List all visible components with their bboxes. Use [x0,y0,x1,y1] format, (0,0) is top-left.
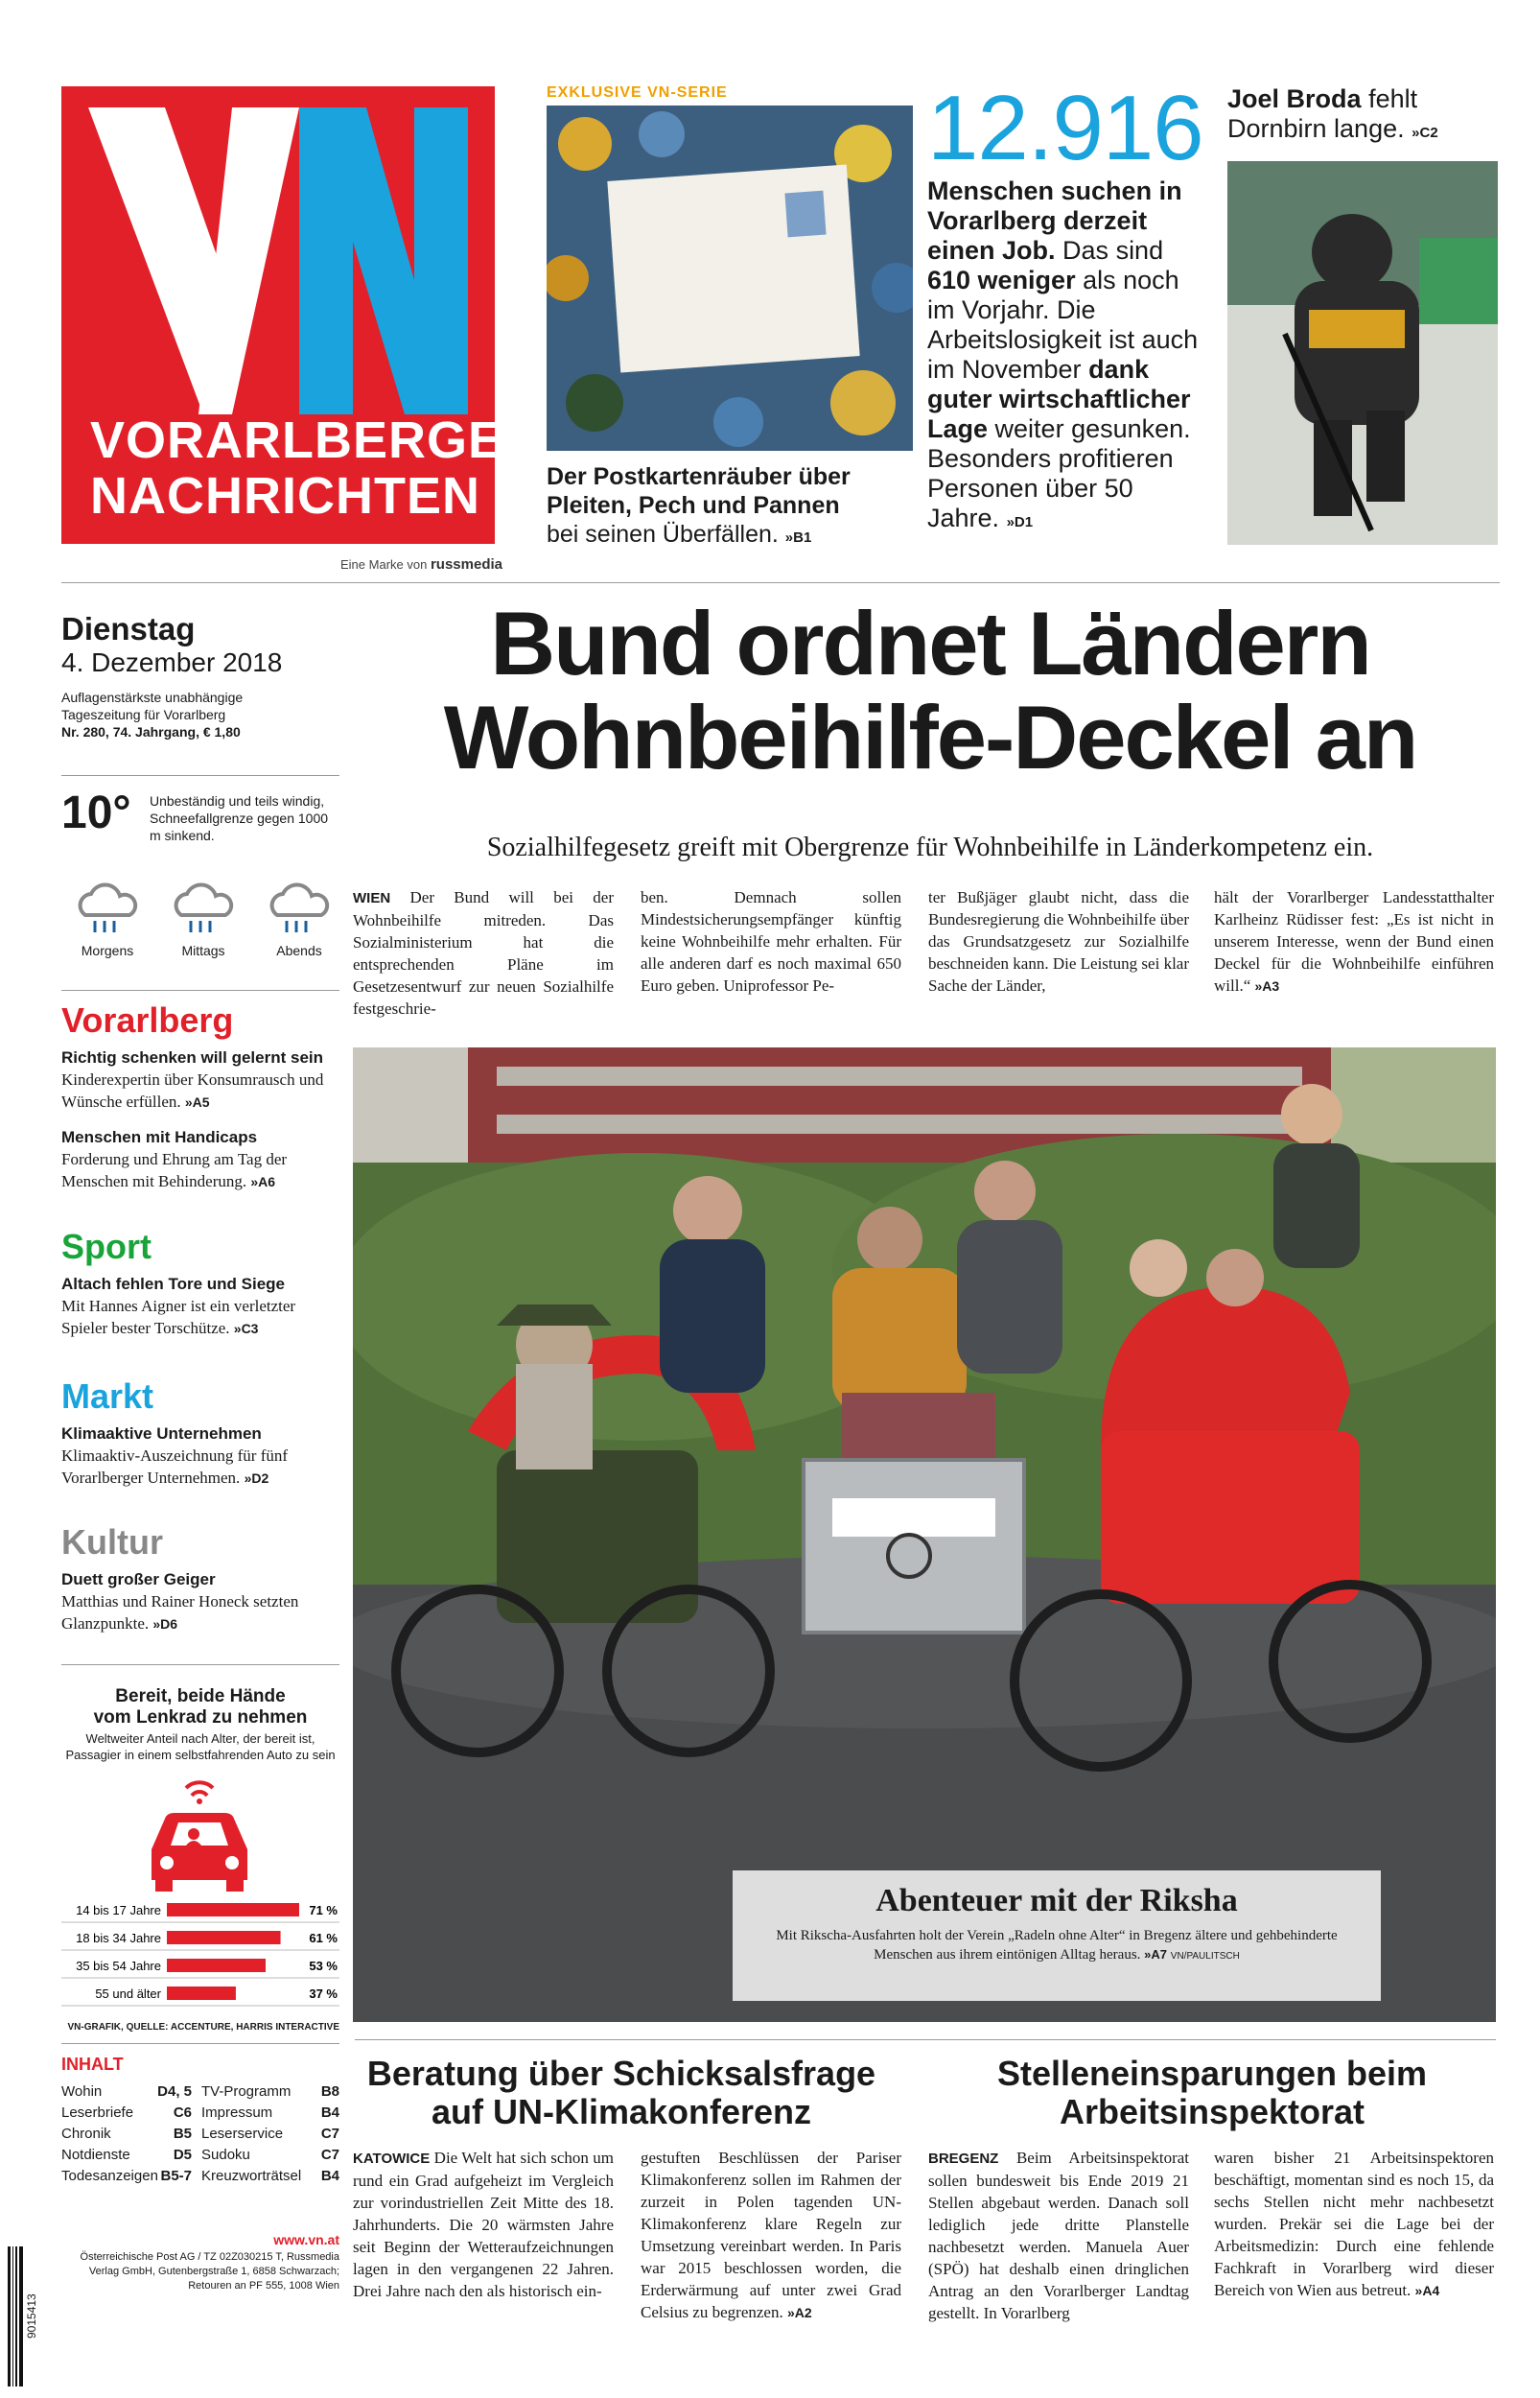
weekday: Dienstag [61,611,196,647]
teaser-item-title: Richtig schenken will gelernt sein [61,1048,324,1067]
barcode-number: 9015413 [25,2293,38,2339]
hockey-title-bold: Joel Broda [1227,84,1362,113]
bar [167,1903,299,1916]
main-col-text: ben. Demnach sollen Mindestsicherungsempfänger künftig keine Wohnbeihilfe mehr erhalten. Für alle anderen darf es noch maximal 650 Euro geben. Uniprofessor Pe- [641,888,901,995]
toc-item[interactable] [61,2083,192,2104]
main-headline[interactable] [355,593,1505,788]
imprint-url[interactable]: www.vn.at [273,2232,339,2247]
toc-key: Sudoku [201,2147,250,2163]
jobs-text-normal3: weiter gesunken. Besonders profitieren Personen über 50 Jahre. [927,414,1191,532]
bar [167,1987,236,2000]
toc-item[interactable] [61,2168,192,2189]
toc-key: Impressum [201,2104,273,2121]
postcard-kicker: EXKLUSIVE VN-SERIE [547,84,728,101]
infographic-sub: Weltweiter Anteil nach Alter, der bereit ist, Passagier in einem selbstfahrenden Auto zu sein [65,1731,336,1762]
main-col-1 [353,886,614,1020]
climate-ref[interactable]: »A2 [786,2305,812,2320]
car-icon [132,1775,267,1899]
postcard-ref[interactable]: »B1 [784,529,812,546]
infographic [61,1686,339,1763]
logo-name-line1: VORARLBERGER [90,411,543,469]
teaser-item[interactable] [61,1569,339,1635]
main-dateline: WIEN [353,890,391,906]
toc-page: D4, 5 [157,2083,192,2100]
climate-dateline: KATOWICE [353,2151,431,2167]
barcode [6,2245,38,2388]
infographic-title1: Bereit, beide Hände [115,1686,286,1706]
toc-item[interactable] [201,2083,339,2104]
bar-chart [61,1897,339,2012]
imprint-text: Österreichische Post AG / TZ 02Z030215 T, Russmedia Verlag GmbH, Gutenbergstraße 1, 6858 Schwarzach; Retouren an PF 555, 1008 Wien [80,2251,339,2292]
sidebar-divider [61,1664,339,1665]
forecast-evening [253,882,345,958]
bar-value-label: 71 % [309,1903,338,1917]
infographic-title2: vom Lenkrad zu nehmen [93,1707,308,1728]
bar-chart-svg [61,1897,339,2012]
toc-page: B8 [320,2083,339,2100]
section-markt [61,1377,339,1490]
photo-credit: VN/PAULITSCH [1170,1951,1240,1962]
climate-col-text: Die Welt hat sich schon um rund ein Grad aufgeheizt im Vergleich zur vorindustriellen Zeit Mitte des 18. Jahrhunderts. Die 20 wärmsten Jahre seit Beginn der Wetteraufzeichnungen lagen in den vergangenen 22 Jahren. Drei Jahre nach den als historisch ein- [353,2149,615,2300]
inspectorate-col-2 [1214,2147,1494,2302]
toc-page: C7 [320,2126,339,2142]
temperature: 10° [61,788,131,838]
photo-caption[interactable] [733,1870,1381,2001]
teaser-item-body: Matthias und Rainer Honeck setzten Glanzpunkte. [61,1592,299,1633]
climate-col-1 [353,2147,614,2302]
postcard-subtitle: bei seinen Überfällen. [547,521,779,548]
main-ref[interactable]: »A3 [1254,978,1280,994]
masthead-divider [61,582,1500,583]
teaser-item[interactable] [61,1127,339,1193]
climate-col-text: gestuften Beschlüssen der Pariser Klimakonferenz sollen im Rahmen der zurzeit in Polen tagenden UN-Klimakonferenz klare Regeln zur Umsetzung vereinbart werden. In Paris war 2015 beschlossen worden, die Erderwärmung auf unter zwei Grad Celsius zu begrenzen. [641,2149,901,2321]
teaser-item-body: Kinderexpertin über Konsumrausch und Wünsche erfüllen. [61,1070,324,1111]
rain-cloud-icon [74,882,141,938]
inspectorate-dateline: BREGENZ [928,2151,999,2167]
toc-page: C7 [320,2147,339,2163]
main-col-text: hält der Vorarlberger Landesstatthalter Karlheinz Rüdisser fest: „Es ist nicht in unserem Interesse, wenn der Bund einen Deckel für die Wohnbeihilfe einführen will.“ [1214,888,1494,995]
section-kultur [61,1523,339,1635]
toc-key: Leserservice [201,2126,284,2142]
jobs-ref[interactable]: »D1 [1006,514,1034,530]
postcard-teaser[interactable] [547,462,916,552]
toc-key: Chronik [61,2126,111,2142]
section-vorarlberg [61,1001,339,1193]
issue-info: Nr. 280, 74. Jahrgang, € 1,80 [61,724,241,740]
photo-caption-title: Abenteuer mit der Riksha [875,1883,1238,1918]
inspectorate-headline-line2: Arbeitsinspektorat [1059,2092,1365,2131]
bar-label: 35 bis 54 Jahre [76,1959,161,1973]
teaser-item[interactable] [61,1274,339,1340]
main-col-3 [928,886,1189,997]
inspectorate-headline-line1: Stelleneinsparungen beim [996,2054,1428,2093]
teaser-item-title: Duett großer Geiger [61,1570,216,1588]
teaser-item-ref[interactable]: »A5 [184,1094,210,1110]
toc-key: Leserbriefe [61,2104,134,2121]
section-title-sport[interactable]: Sport [61,1227,152,1266]
toc-page: D5 [173,2147,192,2163]
section-sport [61,1228,339,1340]
weather-text: Unbeständig und teils windig, Schneefallgrenze gegen 1000 m sinkend. [150,793,329,843]
brand-name: russmedia [430,556,502,573]
climate-headline-line1: Beratung über Schicksalsfrage [366,2054,876,2093]
bar-label: 14 bis 17 Jahre [76,1903,161,1917]
toc-key: Todesanzeigen [61,2168,158,2184]
toc-key: TV-Programm [201,2083,292,2100]
rain-cloud-icon [170,882,237,938]
masthead-logo [61,86,543,544]
teaser-item-ref[interactable]: »A6 [250,1174,276,1189]
teaser-item[interactable] [61,1047,339,1114]
jobs-text-bold1: Menschen suchen in Vorarlberg derzeit einen Job. [927,176,1182,265]
toc-title: INHALT [61,2055,124,2074]
photo-caption-text: Mit Rikscha-Ausfahrten holt der Verein „Radeln ohne Alter“ in Bregenz ältere und gehbehinderte Menschen aus ihrem eintönigen Alltag heraus. [776,1928,1338,1963]
inspectorate-col-text: waren bisher 21 Arbeitsinspektoren beschäftigt, momentan sind es noch 15, da sechs Stellen nicht mehr nachbesetzt wurden. Prekär sei die Lage bei der Arbeitsmedizin: Durch eine fehlende Fachkraft in Vorarlberg wird dieser Bereich von Wien aus betreut. [1214,2149,1494,2299]
forecast-label-evening: Abends [276,943,322,958]
toc [61,2083,339,2191]
bottom-divider [355,2039,1496,2040]
toc-page: B4 [320,2168,339,2184]
forecast [61,882,339,978]
forecast-morning [61,882,153,958]
jobs-text-normal2: als noch im Vorjahr. Die Arbeitslosigkeit ist auch im November [927,266,1199,384]
teaser-item-title: Menschen mit Handicaps [61,1128,258,1146]
sidebar-divider [61,2043,339,2044]
section-title-vorarlberg[interactable]: Vorarlberg [61,1000,234,1040]
teaser-item-title: Altach fehlen Tore und Siege [61,1275,285,1293]
bar [167,1931,281,1944]
hockey-photo[interactable] [1227,161,1498,545]
bar [167,1959,266,1972]
toc-page: B5 [173,2126,192,2142]
vn-logo-mark [88,107,468,414]
main-subhead: Sozialhilfegesetz greift mit Obergrenze für Wohnbeihilfe in Länderkompetenz ein. [486,833,1374,862]
sidebar-divider [61,775,339,776]
bar-value-label: 37 % [309,1987,338,2001]
toc-page: B4 [320,2104,339,2121]
teaser-item-ref[interactable]: »D6 [152,1616,178,1632]
infographic-source: VN-GRAFIK, QUELLE: ACCENTURE, HARRIS INTERACTIVE [67,2022,339,2033]
climate-col-2 [641,2147,901,2324]
inspectorate-headline[interactable] [928,2055,1496,2131]
main-headline-line2: Wohnbeihilfe-Deckel an [443,687,1417,788]
rain-cloud-icon [266,882,333,938]
bar-label: 55 und älter [95,1987,161,2001]
main-headline-line1: Bund ordnet Ländern [490,593,1370,694]
jobs-teaser[interactable] [927,77,1203,537]
forecast-label-noon: Mittags [181,943,225,958]
date: 4. Dezember 2018 [61,647,283,677]
jobs-text-normal1: Das sind [1062,236,1164,265]
main-col-text: Der Bund will bei der Wohnbeihilfe mitreden. Das Sozialministerium hat die entsprechenden Pläne im Gesetzesentwurf zur neuen Sozialhilfe festgeschrie- [353,888,615,1018]
postcard-photo[interactable] [547,106,913,451]
tagline2: Tageszeitung für Vorarlberg [61,707,226,722]
brand-prefix: Eine Marke von [340,557,428,572]
hockey-teaser[interactable] [1227,84,1505,148]
hockey-ref[interactable]: »C2 [1412,125,1438,141]
teaser-item-body: Klimaaktiv-Auszeichnung für fünf Vorarlberger Unternehmen. [61,1446,289,1487]
section-title-kultur[interactable]: Kultur [61,1522,163,1562]
section-title-markt[interactable]: Markt [61,1376,154,1416]
inspectorate-col-1 [928,2147,1189,2324]
forecast-label-morning: Morgens [81,943,134,958]
toc-item[interactable] [201,2168,339,2189]
jobs-number: 12.916 [927,77,1203,179]
toc-item[interactable] [201,2126,339,2147]
toc-key: Wohin [61,2083,103,2100]
tagline1: Auflagenstärkste unabhängige [61,690,244,705]
main-col-text: ter Bußjäger glaubt nicht, dass die Bundesregierung die Wohnbeihilfe über das Grundsatzgesetz zur Sozialhilfe beschneiden kann. Die Leistung sei klar Sache der Länder, [928,888,1189,995]
teaser-item-ref[interactable]: »D2 [244,1470,269,1486]
jobs-text-bold2: 610 weniger [927,266,1076,294]
teaser-item-body: Forderung und Ehrung am Tag der Menschen mit Behinderung. [61,1150,288,1190]
toc-item[interactable] [61,2147,192,2168]
inspectorate-col-text: Beim Arbeitsinspektorat sollen bundesweit bis Ende 2019 21 Stellen abgebaut werden. Danach soll lediglich jede dritte Planstelle nachbesetzt werden. Manuela Auer (SPÖ) hat deshalb einen dringlichen Antrag an den Vorarlberger Landtag gestellt. In Vorarlberg [928,2149,1189,2322]
teaser-item[interactable] [61,1423,339,1490]
sidebar-divider [61,990,339,991]
toc-page: B5-7 [160,2168,192,2184]
photo-caption-ref[interactable]: »A7 [1144,1947,1168,1962]
main-photo[interactable] [353,1047,1496,2022]
brand-line [340,556,502,573]
toc-item[interactable] [61,2104,192,2126]
forecast-noon [157,882,249,958]
toc-item[interactable] [201,2147,339,2168]
inspectorate-ref[interactable]: »A4 [1414,2283,1440,2298]
toc-key: Notdienste [61,2147,130,2163]
toc-item[interactable] [61,2126,192,2147]
teaser-item-title: Klimaaktive Unternehmen [61,1424,262,1443]
toc-key: Kreuzworträtsel [201,2168,302,2184]
bar-value-label: 61 % [309,1931,338,1945]
date-block [61,612,339,741]
teaser-item-body: Mit Hannes Aigner ist ein verletzter Spieler bester Torschütze. [61,1297,296,1337]
bar-value-label: 53 % [309,1959,338,1973]
toc-page: C6 [173,2104,192,2121]
climate-headline-line2: auf UN-Klimakonferenz [431,2092,812,2131]
main-col-2 [641,886,901,997]
jobs-text-bold3: dank guter wirtschaftlicher Lage [927,355,1191,443]
postcard-title: Der Postkartenräuber über Pleiten, Pech und Pannen [547,463,851,519]
logo-name-line2: NACHRICHTEN [90,467,480,525]
toc-item[interactable] [201,2104,339,2126]
climate-headline[interactable] [353,2055,890,2131]
main-col-4 [1214,886,1494,998]
bar-label: 18 bis 34 Jahre [76,1931,161,1945]
hockey-title-rest: fehlt Dornbirn lange. [1227,84,1418,143]
teaser-item-ref[interactable]: »C3 [233,1321,259,1336]
